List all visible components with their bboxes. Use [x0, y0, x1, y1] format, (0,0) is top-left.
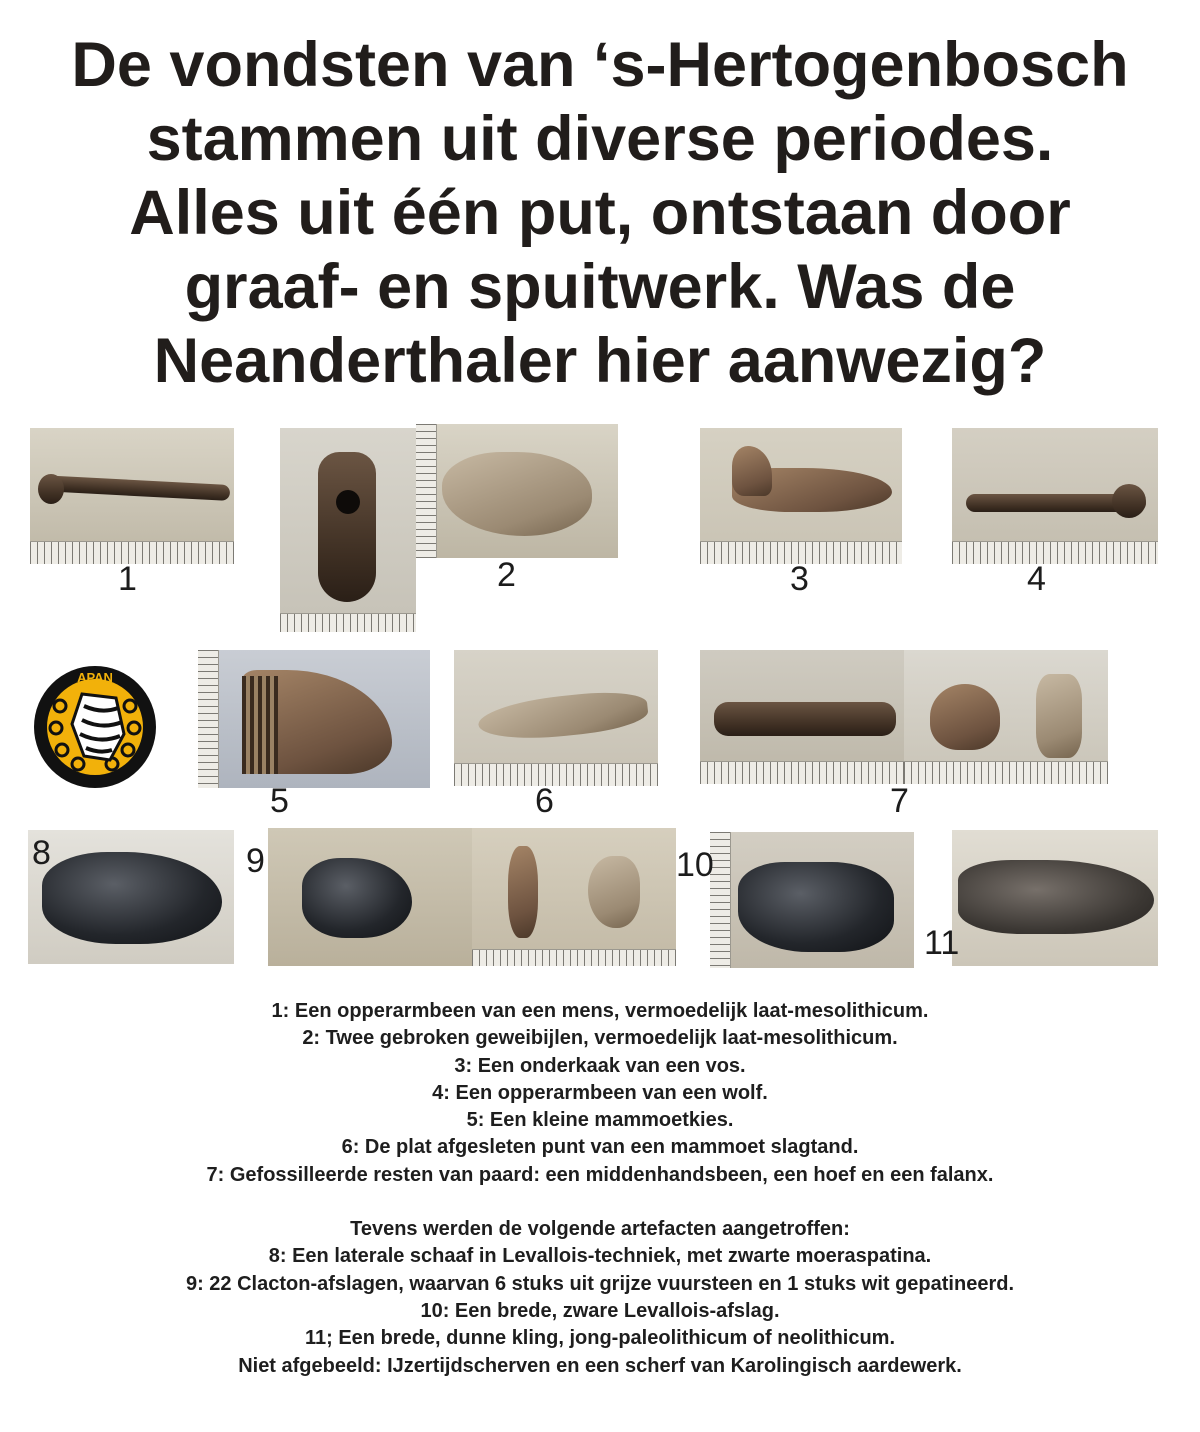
number-label-2: 2 [497, 556, 516, 594]
caption-line: 8: Een laterale schaaf in Levallois-techniek, met zwarte moeraspatina. [268, 1245, 932, 1268]
flint-shape [42, 852, 222, 944]
phalanx-shape [1036, 674, 1082, 758]
photo-7a-horse-metacarpal [700, 650, 904, 784]
flint-shape [508, 846, 538, 938]
photo-7b-horse-hoof-phalanx [904, 650, 1108, 784]
molar-ridges [242, 676, 278, 774]
flint-shape [738, 862, 894, 952]
caption-line: 11; Een brede, dunne kling, jong-paleolithicum of neolithicum. [304, 1327, 896, 1350]
antler-axe-shape [318, 452, 376, 602]
caption-line: Niet afgebeeld: IJzertijdscherven en een scherf van Karolingisch aardewerk. [238, 1354, 962, 1377]
flint-shape [958, 860, 1154, 934]
photo-9b-clacton-flakes [472, 828, 676, 966]
flint-shape [588, 856, 640, 928]
photo-1-human-humerus [30, 428, 234, 564]
number-label-3: 3 [790, 560, 809, 598]
number-label-4: 4 [1027, 560, 1046, 598]
caption-line: 2: Twee gebroken geweibijlen, vermoedelijk laat-mesolithicum. [302, 1027, 898, 1050]
tusk-shape [476, 687, 649, 745]
number-label-11: 11 [924, 924, 960, 962]
bone-shape [714, 702, 896, 736]
photo-9a-clacton-flake [268, 828, 472, 966]
photo-10-levallois-flake [710, 832, 914, 968]
ruler [416, 424, 437, 558]
bone-shape [40, 475, 231, 501]
photo-11-blade [952, 830, 1158, 966]
number-label-9: 9 [246, 842, 265, 880]
ruler [904, 761, 1108, 784]
ruler [198, 650, 219, 788]
caption-line: 9: 22 Clacton-afslagen, waarvan 6 stuks uit grijze vuursteen en 1 stuks wit gepatineerd. [185, 1272, 1015, 1295]
ruler [472, 949, 676, 966]
shaft-hole [336, 490, 360, 514]
photo-3-fox-jaw [700, 428, 902, 564]
jaw-ramus-shape [732, 446, 772, 496]
caption-line: 10: Een brede, zware Levallois-afslag. [420, 1299, 780, 1322]
title-line-1: De vondsten van ‘s-Hertogenbosch [71, 30, 1129, 100]
title-line-4: graaf- en spuitwerk. Was de [184, 252, 1016, 322]
caption-line: 5: Een kleine mammoetkies. [466, 1109, 734, 1132]
apan-logo [32, 664, 158, 790]
spacer [0, 1189, 1200, 1216]
bone-end-shape [38, 474, 64, 504]
number-label-10: 10 [676, 846, 714, 884]
hoof-shape [930, 684, 1000, 750]
number-label-1: 1 [118, 560, 137, 598]
page-title [0, 28, 1200, 398]
antler-fragment-shape [442, 452, 592, 536]
ruler [280, 613, 416, 632]
caption-line: 4: Een opperarmbeen van een wolf. [432, 1081, 768, 1104]
title-line-2: stammen uit diverse periodes. [146, 104, 1054, 174]
caption-line: 6: De plat afgesleten punt van een mammoet slagtand. [341, 1136, 859, 1159]
caption-line: 1: Een opperarmbeen van een mens, vermoedelijk laat-mesolithicum. [271, 1000, 929, 1022]
caption-line: 3: Een onderkaak van een vos. [454, 1054, 746, 1077]
caption-heading: Tevens werden de volgende artefacten aangetroffen: [350, 1218, 850, 1241]
number-label-8: 8 [32, 834, 51, 872]
photo-2a-antler-axe [280, 428, 416, 632]
photo-4-wolf-humerus [952, 428, 1158, 564]
photo-5-mammoth-molar [198, 650, 430, 788]
captions [0, 998, 1200, 1380]
ruler [700, 761, 904, 784]
photo-2b-antler-axe [416, 424, 618, 558]
number-label-7: 7 [890, 782, 909, 820]
ruler [952, 541, 1158, 564]
photo-6-tusk-tip [454, 650, 658, 786]
ruler [454, 763, 658, 786]
number-label-6: 6 [535, 782, 554, 820]
title-line-3: Alles uit één put, ontstaan door [129, 178, 1071, 248]
number-label-5: 5 [270, 782, 289, 820]
logo-text: APAN [77, 670, 113, 685]
bone-end-shape [1112, 484, 1146, 518]
caption-line: 7: Gefossilleerde resten van paard: een middenhandsbeen, een hoef en een falanx. [206, 1163, 994, 1186]
title-line-5: Neanderthaler hier aanwezig? [153, 326, 1047, 396]
flint-shape [302, 858, 412, 938]
photo-8-lateral-scraper [28, 830, 234, 964]
